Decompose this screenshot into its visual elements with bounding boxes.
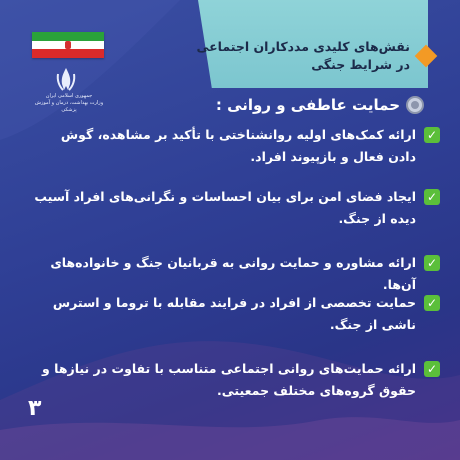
header-title: نقش‌های کلیدی مددکاران اجتماعی در شرایط جنگی	[196, 39, 410, 72]
list-item-text: ارائه کمک‌های اولیه روانشناختی با تأکید بر مشاهده، گوش دادن فعال و بازپیوند افراد.	[60, 127, 416, 164]
check-mark-icon: ✓	[424, 361, 440, 377]
page-number: ۳	[28, 396, 42, 421]
iran-emblem-icon	[55, 66, 77, 92]
ministry-name-line2: وزارت بهداشت، درمان و آموزش پزشکی	[34, 100, 104, 113]
ministry-name	[34, 93, 104, 114]
list-item	[30, 292, 440, 336]
ministry-name-line1: جمهوری اسلامی ایران	[45, 93, 93, 99]
list-item-text: ارائه مشاوره و حمایت روانی به قربانیان جنگ و خانواده‌های آن‌ها.	[50, 255, 416, 292]
list-item	[30, 186, 440, 230]
list-item-text: ایجاد فضای امن برای بیان احساسات و نگرانی‌های افراد آسیب دیده از جنگ.	[34, 189, 416, 226]
list-item	[30, 252, 440, 296]
list-item-text: حمایت تخصصی از افراد در فرایند مقابله با تروما و استرس ناشی از جنگ.	[52, 295, 416, 332]
list-item	[30, 358, 440, 402]
list-item-text: ارائه حمایت‌های روانی اجتماعی متناسب با تفاوت در نیازها و حقوق گروه‌های مختلف جمعیتی.	[42, 361, 416, 398]
check-mark-icon: ✓	[424, 189, 440, 205]
section-title: حمایت عاطفی و روانی :	[215, 96, 400, 114]
list-item	[30, 124, 440, 168]
check-mark-icon: ✓	[424, 127, 440, 143]
check-mark-icon: ✓	[424, 295, 440, 311]
check-mark-icon: ✓	[424, 255, 440, 271]
radio-circle-icon	[406, 96, 424, 114]
iran-flag	[32, 32, 104, 58]
